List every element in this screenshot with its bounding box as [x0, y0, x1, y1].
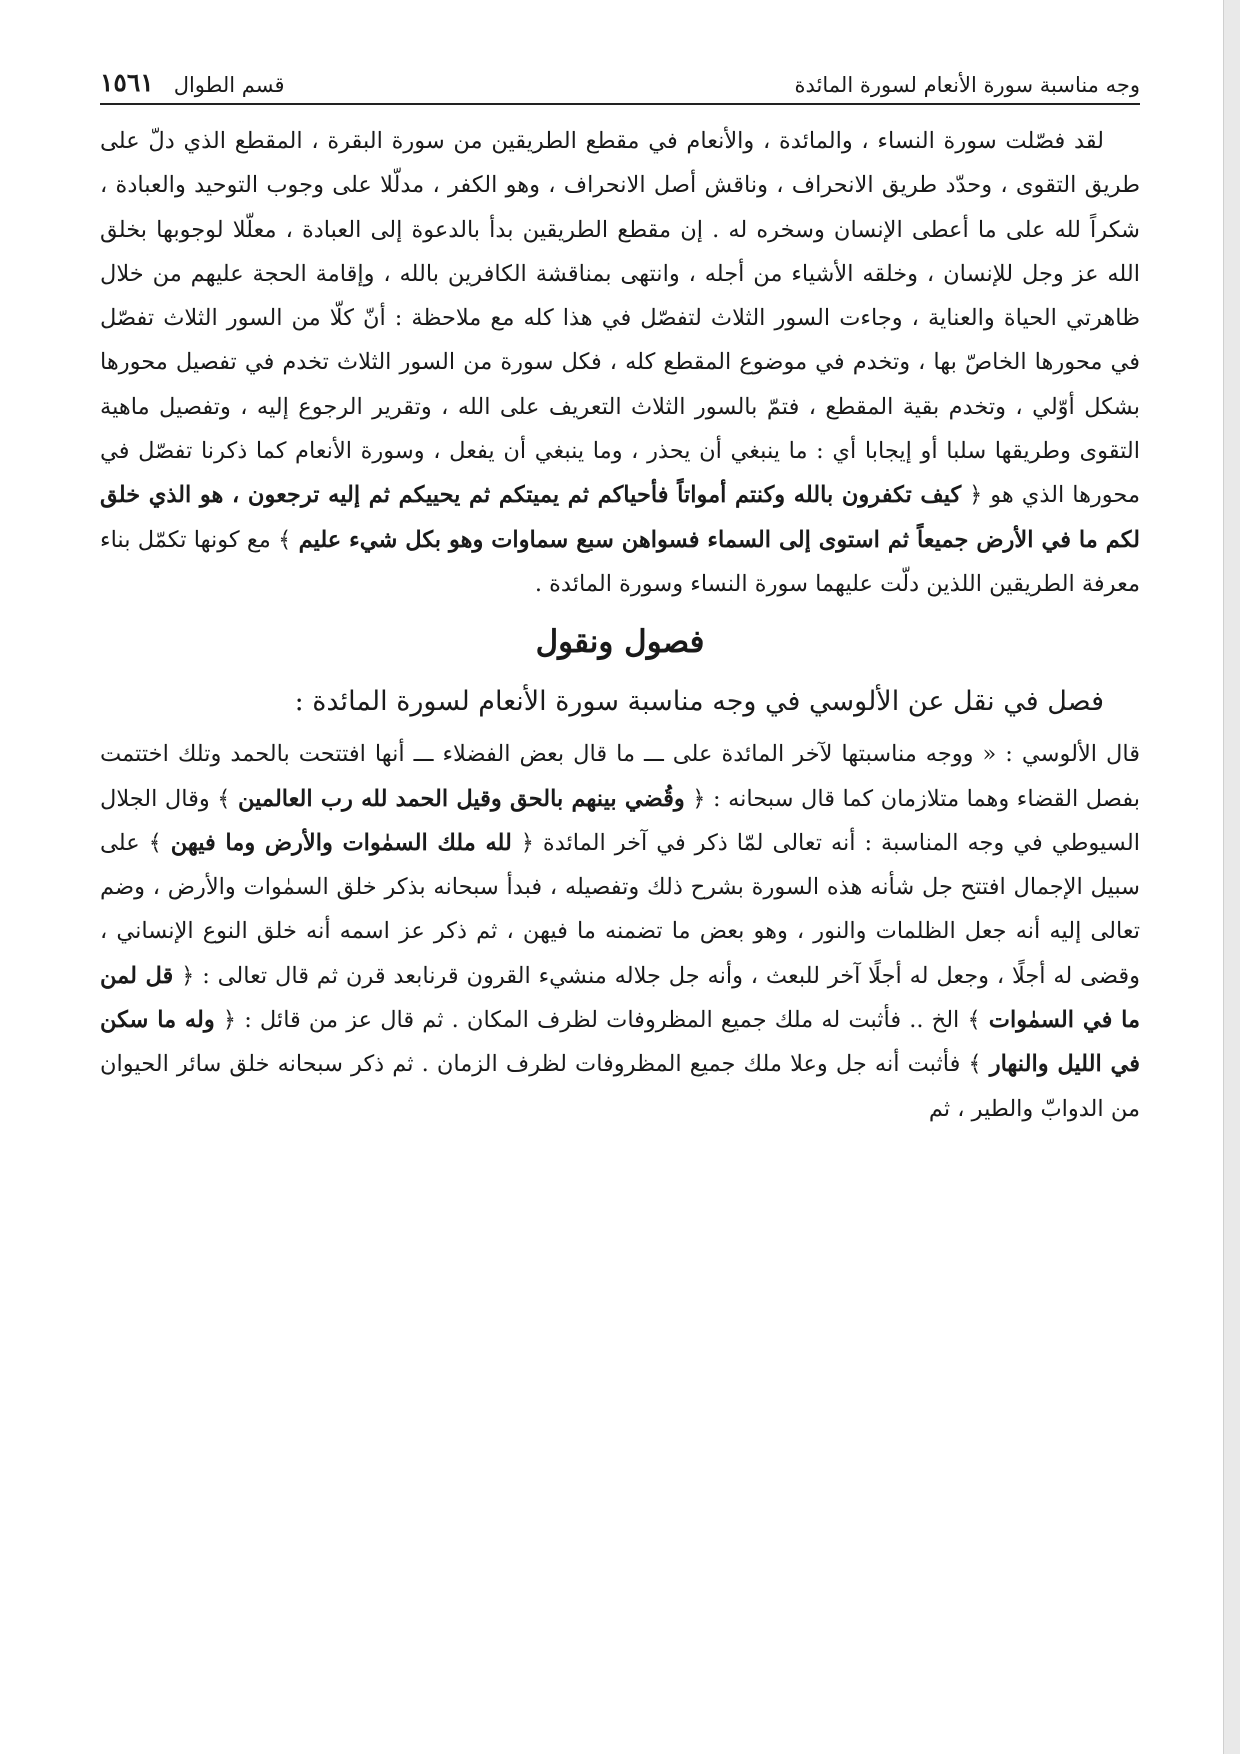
header-left-group [100, 68, 285, 97]
ornate-bracket-open: ﴿ [520, 829, 534, 856]
paragraph-alusi [100, 732, 1140, 1131]
quran-verse: وقُضي بينهم بالحق وقيل الحمد لله رب العالمين [238, 785, 685, 812]
subsection-heading: فصل في نقل عن الألوسي في وجه مناسبة سورة الأنعام لسورة المائدة : [294, 686, 1104, 718]
paragraph-intro [100, 119, 1140, 606]
paragraph-text: قال الألوسي : « ووجه مناسبتها لآخر المائدة على ـــ ما قال بعض الفضلاء ـــ أنها افتتحت بالحمد وتلك اختتمت بفصل القضاء وهما متلازمان كما قال سبحانه : [100, 741, 1140, 812]
paragraph-text: وقال الجلال السيوطي في وجه المناسبة : أنه تعالى لمّا ذكر في آخر المائدة [100, 785, 1140, 856]
paragraph-text: لقد فصّلت سورة النساء ، والمائدة ، والأنعام في مقطع الطريقين من سورة البقرة ، المقطع الذي دلّ على طريق التقوى ، وحدّد طريق الانحراف ، وناقش أصل الانحراف ، وهو الكفر ، مدلّلا على وجوب التوحيد والعبادة ، شكراً لله على ما أعطى الإنسان وسخره له . إن مقطع الطريقين بدأ بالدعوة إلى العبادة ، معلّلا لوجوبها بخلق الله عز وجل للإنسان ، وخلقه الأشياء من أجله ، وانتهى بمناقشة الكافرين بالله ، وإقامة الحجة عليهم من خلال ظاهرتي الحياة والعناية ، وجاءت السور الثلاث لتفصّل في هذا كله مع ملاحظة : أنّ كلّا من السور الثلاث تفصّل في محورها الخاصّ بها ، وتخدم في موضوع المقطع كله ، فكل سورة من السور الثلاث تخدم في تفصيل محورها بشكل أوّلي ، وتخدم بقية المقطع ، فتمّ بالسور الثلاث التعريف على الله ، وتقرير الرجوع إليه ، وتفصيل ماهية التقوى وطريقها سلبا أو إيجابا أي : ما ينبغي أن يحذر ، وما ينبغي أن يفعل ، وسورة الأنعام كما ذكرنا تفصّل في محورها الذي هو [100, 128, 1140, 509]
ornate-bracket-close: ﴾ [148, 829, 162, 856]
paragraph-text: على سبيل الإجمال افتتح جل شأنه هذه السورة بشرح ذلك وتفصيله ، فبدأ سبحانه بذكر خلق السمٰوات والأرض ، وضم تعالى إليه أنه جعل الظلمات والنور ، وهو بعض ما تضمنه ما فيهن ، ثم ذكر عز اسمه أنه خلق النوع الإنساني ، وقضى له أجلًا ، وجعل له أجلًا آخر للبعث ، وأنه جل جلاله منشيء القرون قرنابعد قرن ثم قال تعالى : [100, 829, 1141, 989]
ornate-bracket-close: ﴾ [968, 1051, 982, 1078]
book-page [100, 55, 1140, 1131]
ornate-bracket-close: ﴾ [217, 785, 231, 812]
ornate-bracket-open: ﴿ [222, 1007, 237, 1034]
section-heading: فصول ونقول [535, 624, 705, 661]
paragraph-text: مع كونها تكمّل بناء معرفة الطريقين اللذين دلّت عليهما سورة النساء وسورة المائدة . [100, 526, 1140, 597]
ornate-bracket-close: ﴾ [278, 526, 292, 553]
running-title: وجه مناسبة سورة الأنعام لسورة المائدة [794, 73, 1140, 97]
page-edge [1223, 0, 1240, 1754]
quran-verse: كيف تكفرون بالله وكنتم أمواتاً فأحياكم ثم يميتكم ثم يحييكم ثم إليه ترجعون ، هو الذي خلق لكم ما في الأرض جميعاً ثم استوى إلى السماء فسواهن سبع سماوات وهو بكل شيء عليم [100, 482, 1141, 553]
paragraph-text: الخ .. فأثبت له ملك جميع المظروفات لظرف المكان . ثم قال عز من قائل : [244, 1007, 960, 1034]
section-label: قسم الطوال [173, 73, 285, 97]
paragraph-text: فأثبت أنه جل وعلا ملك جميع المظروفات لظرف الزمان . ثم ذكر سبحانه خلق سائر الحيوان من الدوابّ والطير ، ثم [100, 1051, 1140, 1122]
quran-verse: وله ما سكن في الليل والنهار [100, 1007, 1140, 1078]
ornate-bracket-open: ﴿ [969, 482, 983, 509]
page-header [100, 55, 1140, 105]
quran-verse: قل لمن ما في السمٰوات [100, 962, 1141, 1034]
ornate-bracket-open: ﴿ [181, 962, 195, 989]
ornate-bracket-close: ﴾ [967, 1007, 981, 1034]
page-body [100, 119, 1140, 1131]
quran-verse: لله ملك السمٰوات والأرض وما فيهن [170, 829, 512, 856]
page-number: ١٥٦١ [100, 68, 154, 97]
ornate-bracket-open: ﴿ [692, 785, 706, 812]
